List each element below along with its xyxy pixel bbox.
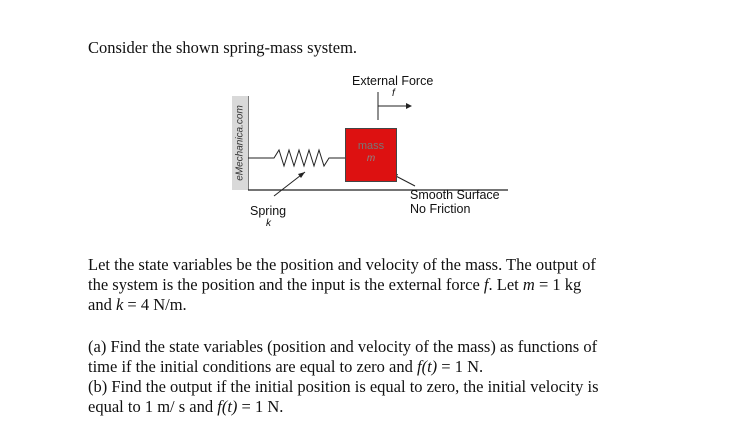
questions [88,337,688,417]
external-force-label: External Force [352,74,434,88]
var-ft: f(t) [416,357,438,376]
spring-symbol: k [266,218,271,229]
text-run: . Let [488,275,523,294]
spring-icon [248,150,345,166]
mass-block [345,128,397,182]
watermark-text: eMechanica.com [234,105,246,181]
text-run: = 1 N. [237,397,284,416]
surface-label-line2: No Friction [410,202,471,216]
text-run: the system is the position and the input is the external force [88,275,484,294]
var-k: k [115,295,124,314]
force-symbol: f [392,88,395,99]
watermark [232,96,248,190]
text-run: equal to 1 m/ s and [88,397,218,416]
force-arrow-icon [406,103,412,109]
surface-label-line1: Smooth Surface [410,188,500,202]
spring-mass-figure [228,68,528,238]
text-run: = 4 N/m. [123,295,187,314]
spring-label: Spring [250,204,287,218]
surface-label [410,188,500,216]
statement-line-1: Let the state variables be the position and velocity of the mass. The output of [88,255,596,274]
question-b-line-1: (b) Find the output if the initial position is equal to zero, the initial velocity is [88,377,599,396]
text-run: and [88,295,116,314]
problem-statement [88,255,688,315]
text-run: time if the initial conditions are equal to zero and [88,357,417,376]
statement-line-2 [88,275,688,295]
var-ft: f(t) [217,397,238,416]
text-run: = 1 kg [534,275,582,294]
question-a-line-2 [88,357,688,377]
question-b-line-2 [88,397,688,417]
intro-text: Consider the shown spring-mass system. [88,38,358,57]
mass-label: mass [357,140,385,152]
var-m: m [522,275,535,294]
text-run: = 1 N. [437,357,484,376]
var-f: f [483,275,489,294]
question-a-line-1: (a) Find the state variables (position and velocity of the mass) as functions of [88,337,598,356]
mass-symbol: m [366,153,376,164]
statement-line-3 [88,295,688,315]
